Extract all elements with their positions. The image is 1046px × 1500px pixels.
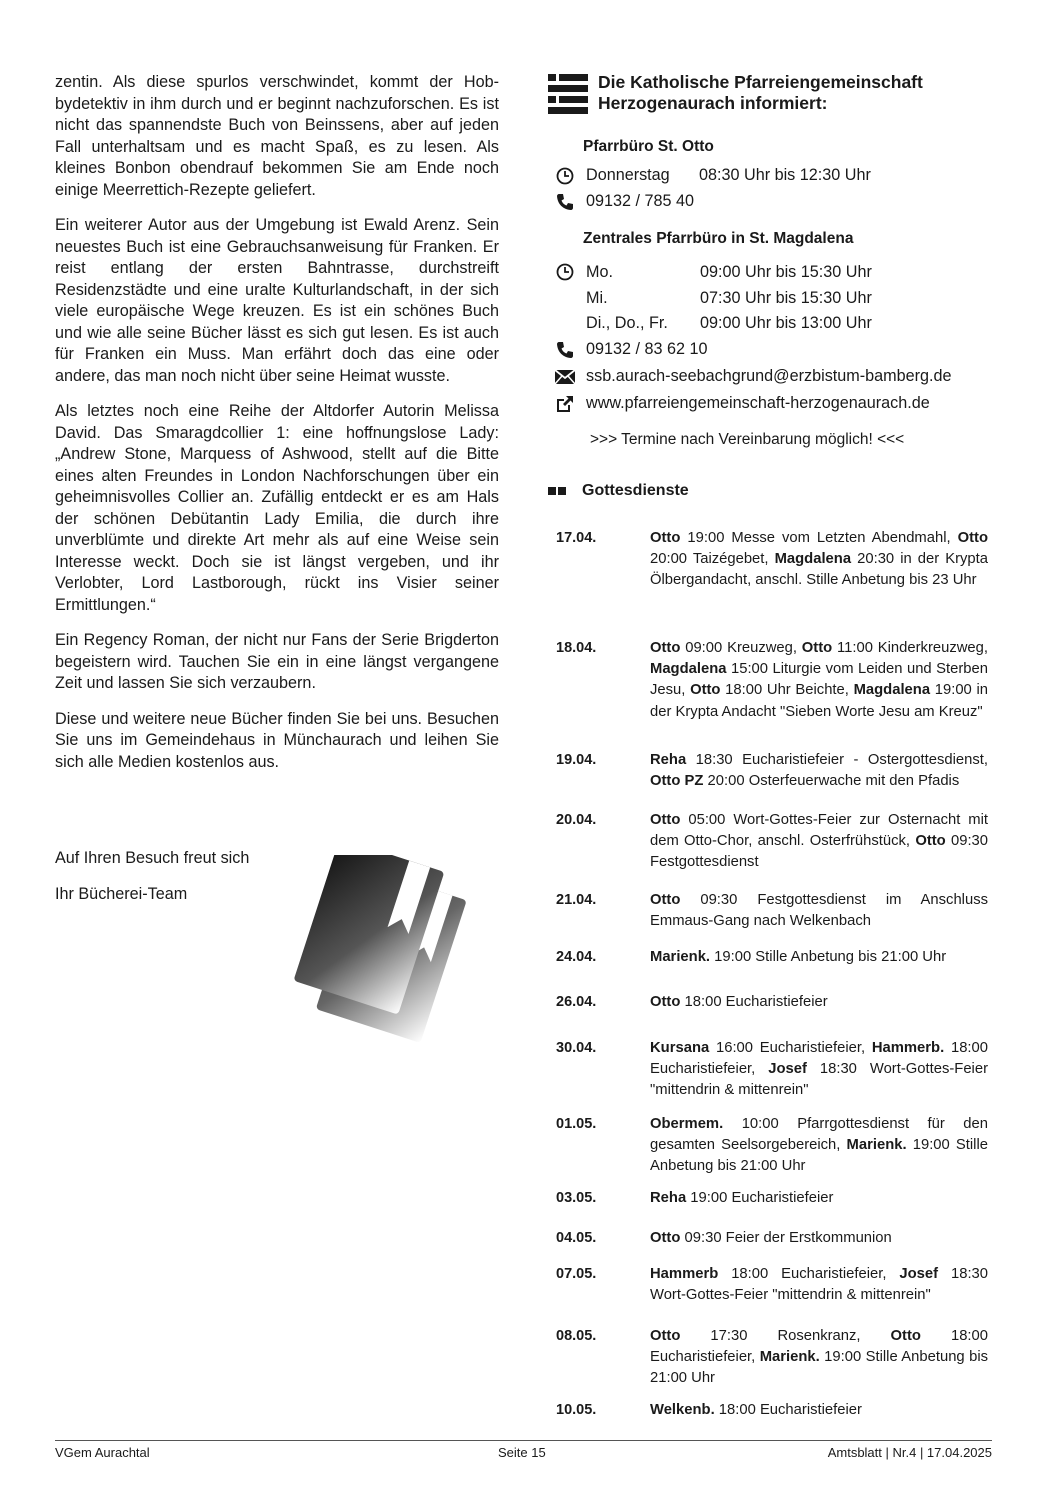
books-icon <box>282 855 472 1050</box>
event-location: Otto PZ <box>650 773 704 790</box>
event-date: 30.04. <box>556 1040 597 1056</box>
event-description: Reha 18:30 Eucharistiefeier - Ostergottesdienst, Otto PZ 20:00 Osterfeuerwache mit den Pfadis <box>650 752 988 790</box>
title-line: Herzogenaurach informiert: <box>598 93 828 113</box>
web-row[interactable] <box>554 393 930 414</box>
event-date: 01.05. <box>556 1116 597 1132</box>
event-location: Otto <box>650 812 681 828</box>
event-description: Otto 09:00 Kreuzweg, Otto 11:00 Kinderkreuzweg, Magdalena 15:00 Liturgie vom Leiden und Sterben Jesu, Otto 18:00 Uhr Beichte, Magdalena 19:00 in der Krypta Andacht "Sieben Worte Jesu am Kreuz" <box>650 640 988 720</box>
footer-right: Amtsblatt | Nr.4 | 17.04.2025 <box>827 1445 992 1460</box>
envelope-icon <box>554 367 576 387</box>
paragraph: Als letztes noch eine Reihe der Altdorfer Autorin Melissa David. Das Smaragdcollier 1: eine hoffnungslose Lady: „Andrew Stone, Marquess of Ashwood, stellt auf die Bitte eines alten Freundes in London Nachforschungen über ein geheimnisvolles Collier an. Zufällig entdeckt er es am Hals der schönen Debütantin Lady Emilia, die durch ihre unverblümte und direkte Art mehr als auf eine Weise sein Interesse weckt. Doch sie ist längst vergeben, und ihr Verlobter, Lord Lastborough, rückt ins Visier seiner Ermittlungen.“ <box>55 402 499 614</box>
event-location: Magdalena <box>774 551 852 568</box>
hours-row <box>586 260 872 286</box>
office-heading: Pfarrbüro St. Otto <box>583 138 714 155</box>
hours-time: 09:00 Uhr bis 13:00 Uhr <box>700 314 872 332</box>
event-description: Kursana 16:00 Eucharistiefeier, Hammerb. 18:00 Eucharistiefeier, Josef 18:30 Wort-Gottes-Feier "mittendrin & mittenrein" <box>650 1040 988 1099</box>
event-location: Otto <box>650 892 681 908</box>
event-date: 10.05. <box>556 1402 597 1418</box>
office-hours: 08:30 Uhr bis 12:30 Uhr <box>699 166 871 184</box>
services-heading <box>548 482 689 500</box>
event-location: Otto <box>690 682 721 699</box>
closing-signature <box>55 848 249 920</box>
heading-marker-icon <box>548 487 568 495</box>
paragraph: Ein weiterer Autor aus der Umgebung ist Ewald Arenz. Sein neuestes Buch ist eine Gebrauchsanweisung für Franken. Er reist entlang der ersten Bahntrasse, durchstreift Residenzstädte und eine uralte Kulturlandschaft, in der sich viele europäische Wege kreuzen. Es ist ein schönes Buch und wie alle seine Bücher lässt es sich gut lesen. Es ist auch für Franken ein Muss. Man erfährt doch das eine oder andere, das man noch nicht über seine Heimat wusste. <box>55 216 499 385</box>
event-description: Otto 17:30 Rosenkranz, Otto 18:00 Eucharistiefeier, Marienk. 19:00 Stille Anbetung bis 21:00 Uhr <box>650 1328 988 1387</box>
hours-day: Mi. <box>586 288 608 307</box>
event-location: Reha <box>650 1190 687 1206</box>
event-location: Otto <box>890 1328 921 1344</box>
event-date: 03.05. <box>556 1190 597 1206</box>
event-date: 17.04. <box>556 530 597 546</box>
office-phone-row <box>554 339 708 360</box>
event-description: Otto 09:30 Feier der Erstkommunion <box>650 1230 892 1246</box>
paragraph: Ein Regency Roman, der nicht nur Fans der Serie Brigderton begeistern wird. Tauchen Sie ein in eine längst vergangene Zeit und lassen Sie sich verzaubern. <box>55 631 499 692</box>
email-row[interactable] <box>554 366 952 387</box>
event-location: Welkenb. <box>650 1402 715 1418</box>
hours-day: Mo. <box>586 263 613 281</box>
right-column <box>548 70 989 1418</box>
event-location: Marienk. <box>759 1349 820 1366</box>
hours-row <box>586 311 872 337</box>
event-description: Welkenb. 18:00 Eucharistiefeier <box>650 1402 862 1418</box>
event-location: Hammerb <box>650 1266 719 1282</box>
event-date: 20.04. <box>556 812 597 828</box>
parish-header <box>548 70 988 122</box>
event-location: Otto <box>801 640 833 656</box>
footer-page-number: Seite 15 <box>498 1445 546 1460</box>
office-hours-table <box>586 260 872 337</box>
event-date: 04.05. <box>556 1230 597 1246</box>
event-date: 26.04. <box>556 994 597 1010</box>
parish-logo-icon <box>548 74 588 114</box>
event-location: Marienk. <box>650 949 711 965</box>
website-link[interactable]: www.pfarreiengemeinschaft-herzogenaurach.de <box>586 394 930 412</box>
event-location: Otto <box>650 1328 681 1344</box>
event-location: Hammerb. <box>871 1040 945 1056</box>
services-heading-label: Gottesdienste <box>582 482 689 499</box>
phone-icon <box>554 340 576 360</box>
event-date: 08.05. <box>556 1328 597 1344</box>
event-description: Otto 05:00 Wort-Gottes-Feier zur Osternacht mit dem Otto-Chor, anschl. Osterfrühstück, Otto 09:30 Festgottesdienst <box>650 812 989 871</box>
office-phone: 09132 / 83 62 10 <box>586 340 708 358</box>
event-location: Magdalena <box>853 682 931 699</box>
event-description: Otto 19:00 Messe vom Letzten Abendmahl, Otto 20:00 Taizégebet, Magdalena 20:30 in der Krypta Ölbergandacht, anschl. Stille Anbetung bis 23 Uhr <box>650 530 989 589</box>
email-link[interactable]: ssb.aurach-seebachgrund@erzbistum-bamberg.de <box>586 367 952 385</box>
closing-line: Auf Ihren Besuch freut sich <box>55 849 250 867</box>
office-phone-row <box>554 191 694 212</box>
phone-icon <box>554 192 576 212</box>
hours-time: 07:30 Uhr bis 15:30 Uhr <box>700 288 872 307</box>
event-description: Hammerb 18:00 Eucharistiefeier, Josef 18:30 Wort-Gottes-Feier "mittendrin & mittenrein" <box>650 1266 989 1304</box>
footer-left: VGem Aurachtal <box>55 1445 150 1460</box>
paragraph: Diese und weitere neue Bücher finden Sie bei uns. Besuchen Sie uns im Gemeindehaus in Münchaurach und leihen Sie sich alle Medien kostenlos aus. <box>55 709 499 771</box>
event-location: Otto <box>915 833 946 850</box>
closing-line: Ihr Bücherei-Team <box>55 885 188 903</box>
event-location: Otto <box>650 1230 681 1246</box>
event-location: Otto <box>957 530 988 546</box>
title-line: Die Katholische Pfarreiengemeinschaft <box>598 72 923 92</box>
external-link-icon <box>554 394 576 414</box>
event-location: Josef <box>899 1266 939 1282</box>
parish-title <box>598 72 988 114</box>
event-description: Otto 18:00 Eucharistiefeier <box>650 994 828 1010</box>
event-description: Marienk. 19:00 Stille Anbetung bis 21:00 Uhr <box>650 949 947 965</box>
event-date: 19.04. <box>556 752 597 768</box>
left-column <box>55 72 499 787</box>
event-location: Magdalena <box>650 661 727 678</box>
event-date: 24.04. <box>556 949 597 965</box>
event-location: Otto <box>650 994 681 1010</box>
clock-icon <box>554 166 576 186</box>
event-location: Otto <box>650 530 681 546</box>
event-date: 07.05. <box>556 1266 597 1282</box>
hours-row <box>586 286 872 312</box>
appointment-note: >>> Termine nach Vereinbarung möglich! <<< <box>590 431 905 448</box>
event-date: 18.04. <box>556 640 597 656</box>
event-location: Marienk. <box>846 1137 907 1154</box>
clock-icon <box>554 262 576 282</box>
event-description: Obermem. 10:00 Pfarrgottesdienst für den gesamten Seelsorgebereich, Marienk. 19:00 Stille Anbetung bis 21:00 Uhr <box>650 1116 988 1175</box>
paragraph: zentin. Als diese spurlos verschwindet, kommt der Hobbydetektiv in ihm durch und er beginnt nachzuforschen. Es ist nicht das spannendste Buch von Beinssens, aber auf jeden Fall unterhaltsam und es macht Spaß, es zu lesen. Als kleines Bonbon obendrauf bekommen Sie am Ende noch einige Meerrettich-Rezepte geliefert. <box>55 73 499 199</box>
hours-time: 09:00 Uhr bis 15:30 Uhr <box>700 263 872 281</box>
event-location: Otto <box>650 640 681 656</box>
event-location: Obermem. <box>650 1116 724 1132</box>
hours-day: Di., Do., Fr. <box>586 314 668 332</box>
event-description: Otto 09:30 Festgottesdienst im Anschluss Emmaus-Gang nach Welkenbach <box>650 892 988 930</box>
office-day: Donnerstag <box>586 166 670 184</box>
footer-divider <box>55 1440 992 1441</box>
event-date: 21.04. <box>556 892 597 908</box>
event-description: Reha 19:00 Eucharistiefeier <box>650 1190 834 1206</box>
office-hours-row <box>554 165 871 186</box>
event-location: Reha <box>650 752 687 768</box>
office-heading: Zentrales Pfarrbüro in St. Magdalena <box>583 230 854 247</box>
event-location: Josef <box>768 1061 807 1078</box>
office-phone: 09132 / 785 40 <box>586 192 695 210</box>
event-location: Kursana <box>650 1040 710 1056</box>
